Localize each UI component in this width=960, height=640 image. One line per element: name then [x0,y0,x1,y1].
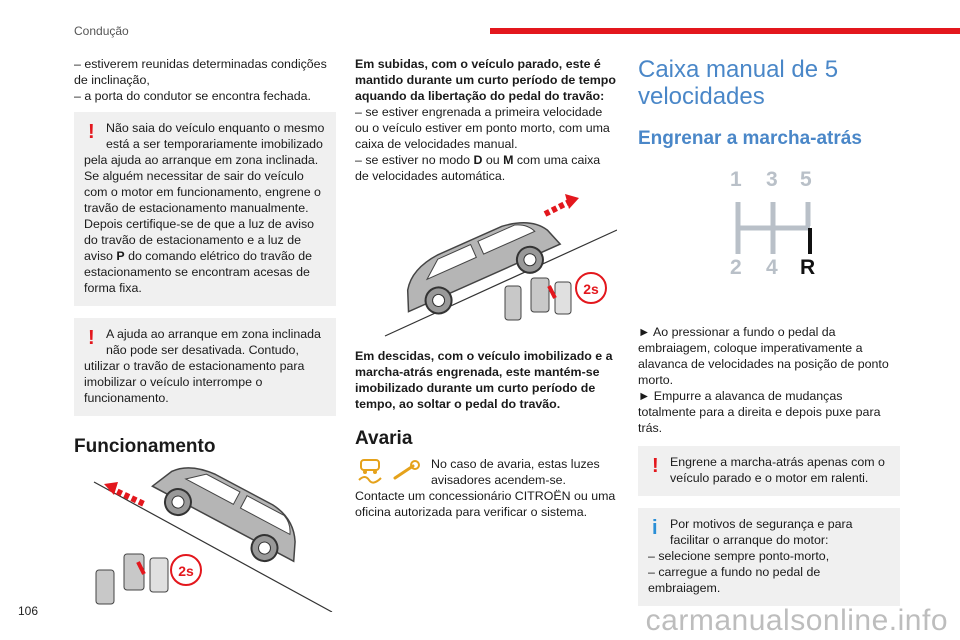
warning-icon: ! [88,327,95,349]
column-middle [355,56,617,520]
title-gearbox: Caixa manual de 5 velocidades [638,56,839,110]
warning-icon: ! [88,121,95,143]
subtitle-reverse-gear: Engrenar a marcha-atrás [638,128,862,149]
heading-avaria: Avaria [355,428,413,449]
info-item-clutch: – carregue a fundo no pedal de embraiagem. [648,565,821,595]
gear-pattern-diagram [638,160,900,310]
gear-1-label: 1 [730,168,742,191]
downhill-text: Em descidas, com o veículo imobilizado e a marcha-atrás engrenada, este mantém-se imobilizado durante um curto período de tempo, ao soltar o pedal do travão. [355,349,613,411]
gear-5-label: 5 [800,168,812,191]
heading-funcionamento: Funcionamento [74,436,216,457]
column-left [74,56,336,612]
header-section-label: Condução [74,24,129,38]
gear-4-label: 4 [766,256,778,279]
warning-text-rest: utilizar o travão de estacionamento para imobilizar o veículo interrompe o funcionamento. [84,359,305,405]
warning-box-reverse [638,446,900,496]
timer-2s-label: 2s [178,563,194,579]
condition-item-door: – a porta do condutor se encontra fechada. [74,89,311,103]
info-text-first: Por motivos de segurança e para facilitar o arranque do motor: [670,517,853,547]
timer-2s-label: 2s [583,281,599,297]
warning-text-first: Não saia do veículo enquanto o mesmo está a ser temporariamente imobilizado [106,121,325,151]
gear-2-label: 2 [730,256,742,279]
fault-warning-lamps [355,456,425,486]
watermark: carmanualsonline.info [645,604,948,637]
info-icon: i [652,517,658,539]
column-right [638,56,900,606]
fault-text-contact: Contacte um concessionário CITROËN ou uma oficina autorizada para verificar o sistema. [355,489,616,519]
step-push-lever: ► Empurre a alavanca de mudanças totalmente para a direita e depois puxe para trás. [638,389,881,435]
warning-text-rest: pela ajuda ao arranque em zona inclinada. Se alguém necessitar de sair do veículo com o motor em funcionamento, engrene o travão de estacionamento manualmente. Depois certifique-se de que a luz de aviso do travão de estacionamento e a luz de aviso P do comando elétrico do travão de estacionamento se encontram acesas de forma fixa. [84,153,321,295]
warning-text-first: A ajuda ao arranque em zona inclinada não pode ser desativada. Contudo, [106,327,321,357]
uphill-item-automatic: – se estiver no modo D ou M com uma caixa de velocidades automática. [355,153,601,183]
info-box-safety [638,508,900,606]
info-item-neutral: – selecione sempre ponto-morto, [648,549,830,563]
header-accent-bar [490,28,960,34]
fault-text-lamps: No caso de avaria, estas luzes avisadores acendem-se. [431,457,600,487]
step-clutch-neutral: ► Ao pressionar a fundo o pedal da embraiagem, coloque imperativamente a alavanca de velocidades na posição de ponto morto. [638,325,889,387]
page-number: 106 [18,604,39,618]
skid-warning-icon [359,460,381,483]
gear-reverse-label: R [800,256,816,279]
uphill-item-manual: – se estiver engrenada a primeira velocidade ou o veículo estiver em ponto morto, com uma caixa de velocidades manual. [355,105,610,151]
gear-3-label: 3 [766,168,778,191]
illustration-downhill-car [74,462,336,612]
condition-item-incline: – estiverem reunidas determinadas condições de inclinação, [74,57,327,87]
warning-icon: ! [652,455,659,477]
warning-text-first: Engrene a marcha-atrás apenas com o veículo parado e o motor em ralenti. [670,455,885,485]
uphill-intro: Em subidas, com o veículo parado, este é mantido durante um curto período de tempo aquando da libertação do pedal do travão: [355,57,616,103]
fault-block [355,456,617,520]
warning-box-cannot-disable [74,318,336,416]
wrench-icon [395,461,419,478]
illustration-uphill-car [355,190,617,340]
warning-box-immobilized [74,112,336,306]
